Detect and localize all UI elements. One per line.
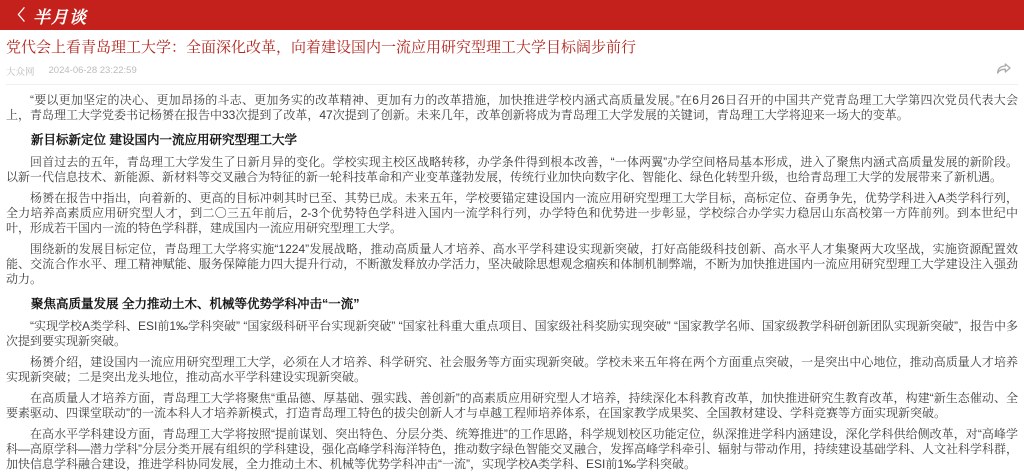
- back-button[interactable]: 〈: [10, 6, 26, 24]
- paragraph: “要以更加坚定的决心、更加昂扬的斗志、更加务实的改革精神、更加有力的改革措施，加快推进学校内涵式高质量发展。”在6月26日召开的中国共产党青岛理工大学第四次党员代表大会上，青岛理工大学党委书记杨赟在报告中33次提到了改革，47次提到了创新。未来几年，改革创新将成为青岛理工大学发展的关键词，青岛理工大学将迎来一场大的变革。: [6, 92, 1018, 122]
- section-heading: 新目标新定位 建设国内一流应用研究型理工大学: [31, 132, 297, 147]
- section-heading: 聚焦高质量发展 全力推动土木、机械等优势学科冲击“一流”: [31, 296, 360, 311]
- app-header: [0, 0, 1024, 30]
- article-source: 大众网: [6, 66, 35, 78]
- article-meta: [6, 64, 1018, 78]
- paragraph: “实现学校A类学科、ESI前1‰学科突破” “国家级科研平台实现新突破” “国家社科重大重点项目、国家级社科奖励实现突破” “国家教学名师、国家级教学科研创新团队实现新突破”，报告中多次提到要实现新突破。: [6, 318, 1018, 348]
- paragraph: 围绕新的发展目标定位，青岛理工大学将实施“1224”发展战略，推动高质量人才培养、高水平学科建设实现新突破，打好高能级科技创新、高水平人才集聚两大攻坚战，实施资源配置效能、交流合作水平、理工精神赋能、服务保障能力四大提升行动，不断激发释放办学活力，坚决破除思想观念痼疾和体制机制弊端，不断为加快推进国内一流应用研究型理工大学建设注入强劲动力。: [6, 241, 1018, 286]
- brand-logo[interactable]: 半月谈: [33, 7, 88, 27]
- paragraph: 杨赟介绍，建设国内一流应用研究型理工大学，必须在人才培养、科学研究、社会服务等方面实现新突破。学校未来五年将在两个方面重点突破，一是突出中心地位，推动高质量人才培养实现新突破；二是突出龙头地位，推动高水平学科建设实现新突破。: [6, 354, 1018, 384]
- share-icon[interactable]: [996, 60, 1012, 76]
- article-timestamp: 2024-06-28 23:22:59: [48, 65, 137, 77]
- paragraph: 回首过去的五年，青岛理工大学发生了日新月异的变化。学校实现主校区战略转移，办学条件得到根本改善，“一体两翼”办学空间格局基本形成，进入了聚焦内涵式高质量发展的新阶段。以新一代信息技术、新能源、新材料等交叉融合为特征的新一轮科技革命和产业变革蓬勃发展，传统行业加快向数字化、智能化、绿色化转型升级，也给青岛理工大学的发展带来了新机遇。: [6, 154, 1018, 184]
- article-title: 党代会上看青岛理工大学：全面深化改革，向着建设国内一流应用研究型理工大学目标阔步前行: [6, 39, 637, 56]
- paragraph: 在高质量人才培养方面，青岛理工大学将聚焦“重品德、厚基础、强实践、善创新”的高素质应用研究型人才培养，持续深化本科教育改革，加快推进研究生教育改革，构建“新生态催动、全要素驱动、四课堂联动”的一流本科人才培养新模式，打造青岛理工特色的拔尖创新人才与卓越工程师培养体系，在国家教学成果奖、全国教材建设、学科竞赛等方面实现新突破。: [6, 390, 1018, 420]
- article-body: [0, 85, 1024, 472]
- paragraph: 在高水平学科建设方面，青岛理工大学将按照“提前谋划、突出特色、分层分类、统筹推进”的工作思路，科学规划校区功能定位，纵深推进学科内涵建设，深化学科供给侧改革，对“高峰学科—高原学科—潜力学科”分层分类开展有组织的学科建设，强化高峰学科海洋特色，推动数字绿色智能交叉融合，发挥高峰学科牵引、辐射与带动作用，持续建设基础学科、人文社科学科群，加快信息学科融合建设，推进学科协同发展，全力推动土木、机械等优势学科冲击“一流”，实现学校A类学科、ESI前1‰学科突破。: [6, 426, 1019, 471]
- article-header: [0, 30, 1024, 85]
- paragraph: 杨赟在报告中指出，向着新的、更高的目标冲刺其时已至、其势已成。未来五年，学校要锚定建设国内一流应用研究型理工大学目标，高标定位、奋勇争先，优势学科进入A类学科行列，全力培养高素质应用研究型人才，到二〇三五年前后，2-3个优势特色学科进入国内一流学科行列，办学特色和优势进一步彰显，学校综合办学实力稳居山东高校第一方阵前列。到本世纪中叶，形成若干国内一流的特色学科群，建成国内一流应用研究型理工大学。: [6, 190, 1018, 235]
